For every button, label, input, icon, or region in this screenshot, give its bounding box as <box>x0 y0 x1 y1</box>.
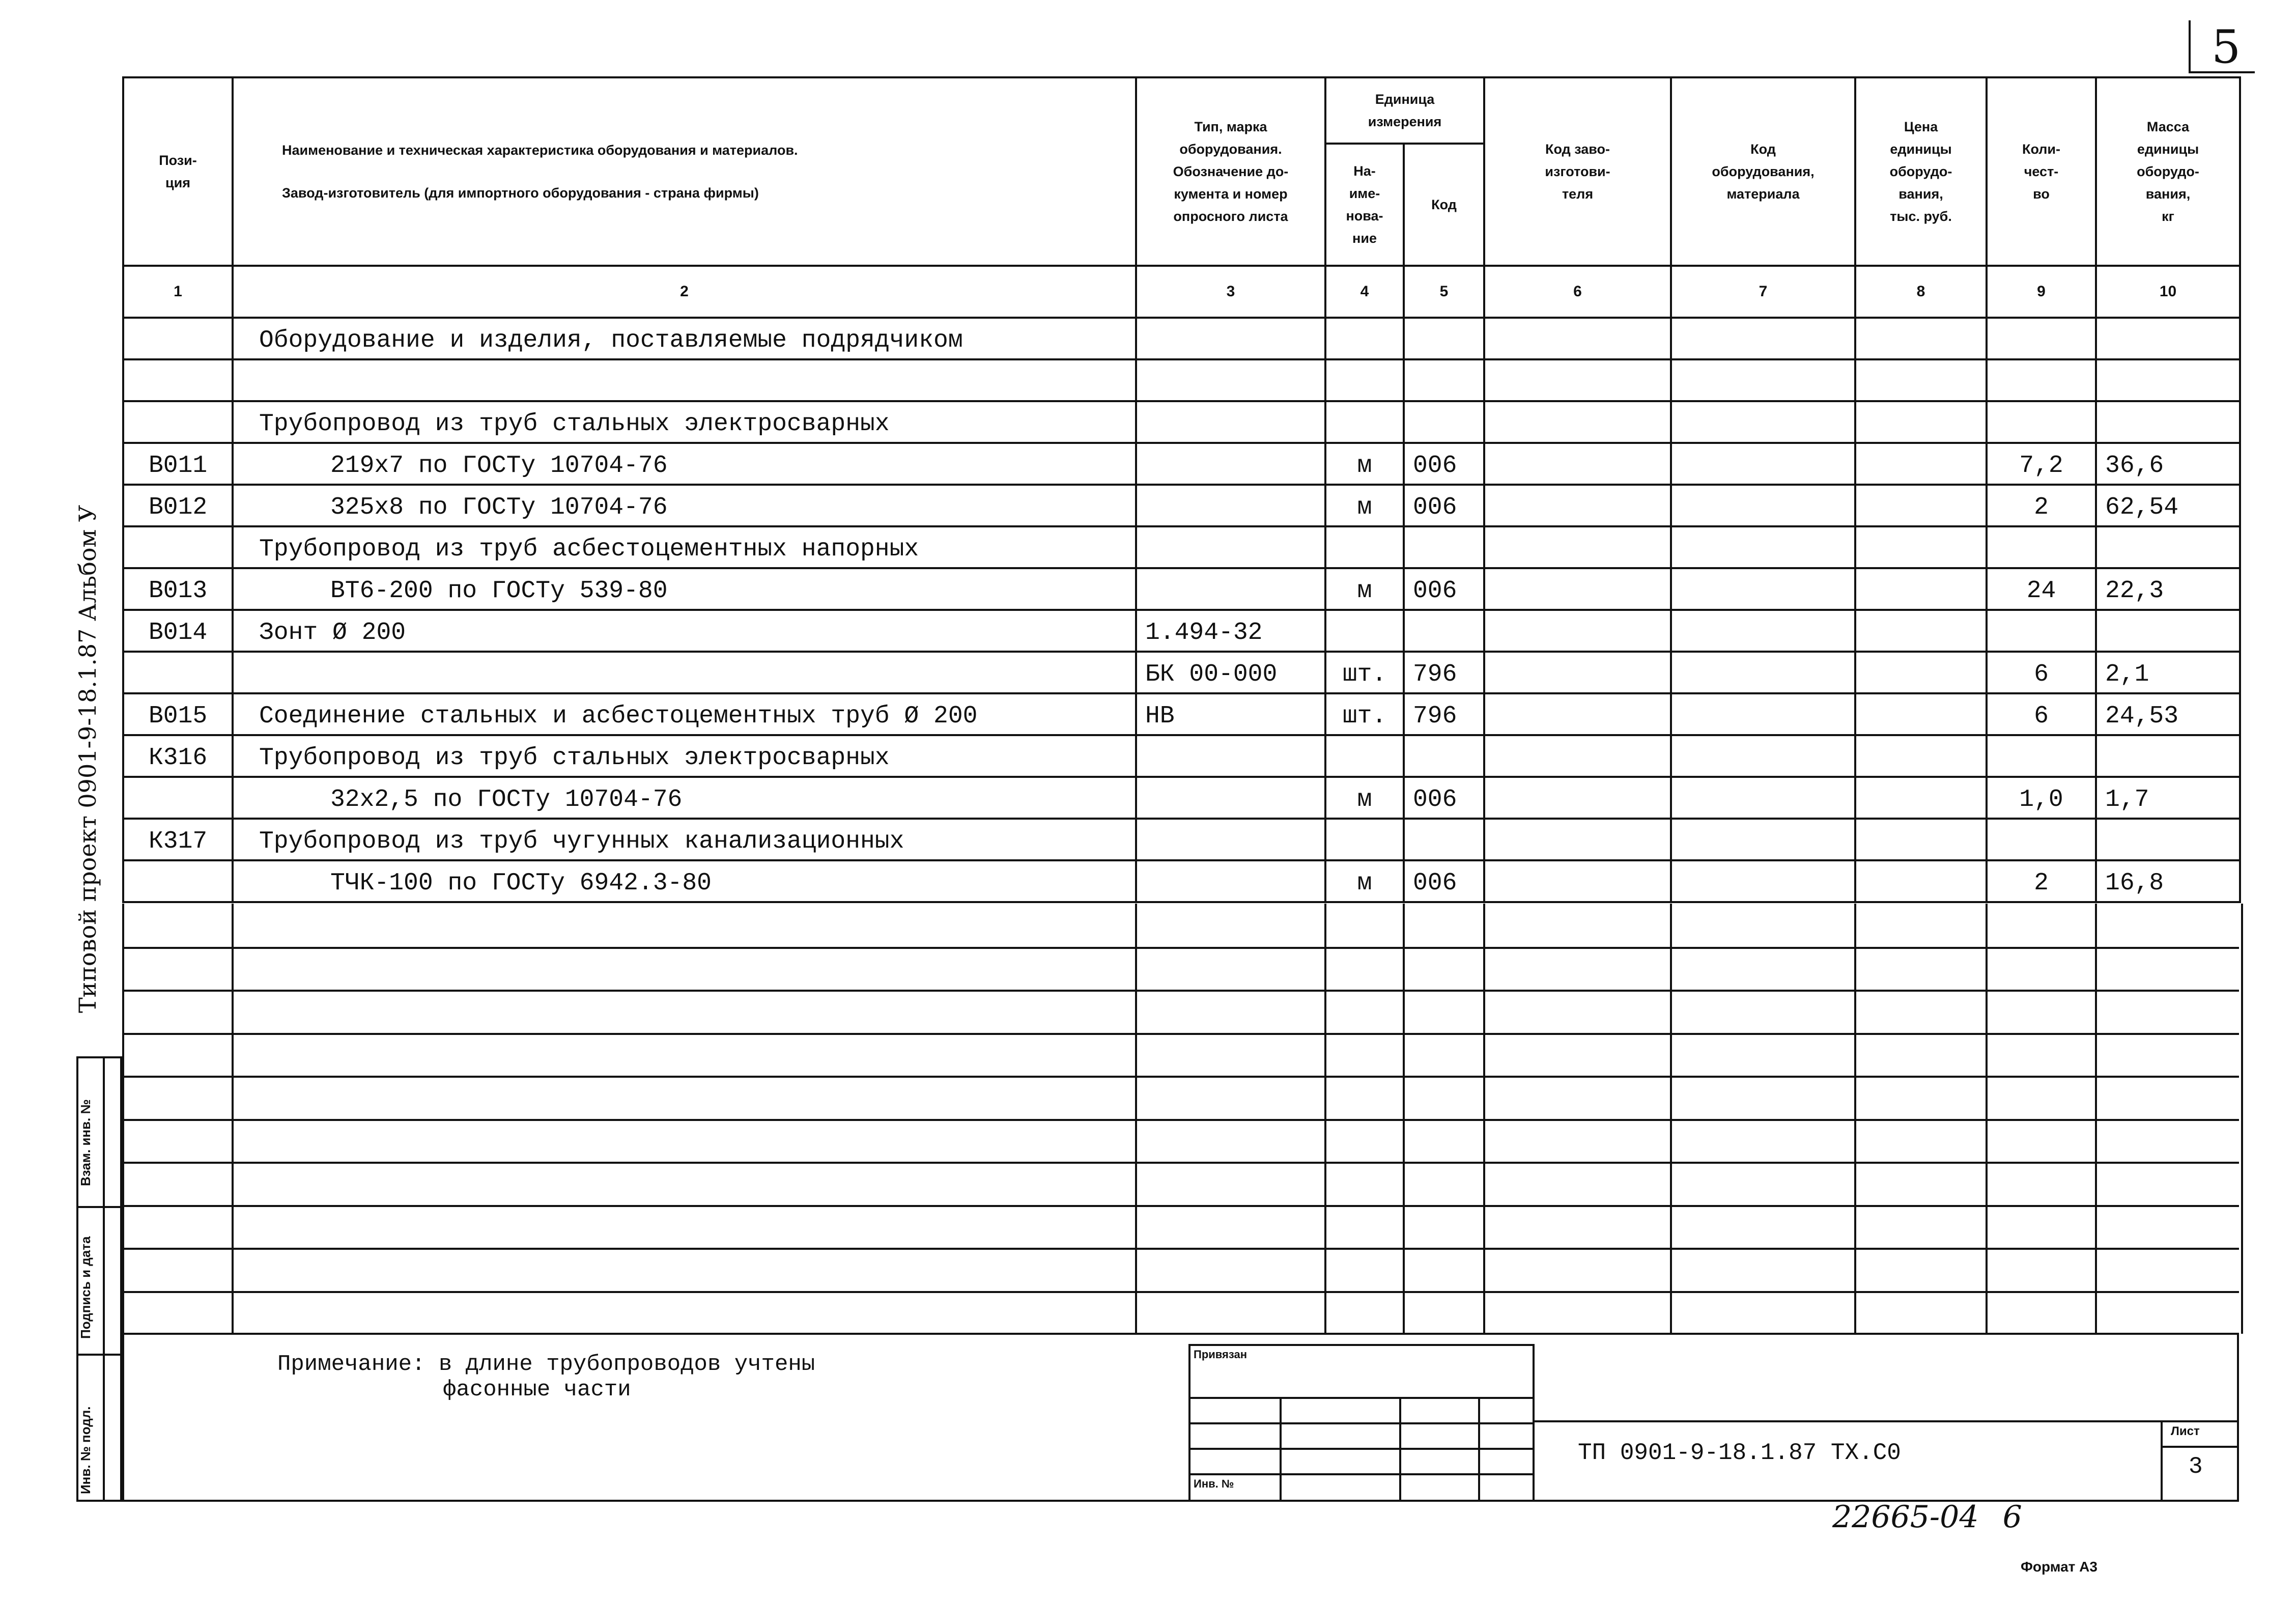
position-cell <box>123 318 233 359</box>
quantity-cell <box>1987 359 2096 401</box>
table-row <box>123 443 2240 485</box>
name-cell: Зонт Ø 200 <box>233 610 1136 652</box>
name-cell: ТЧК-100 по ГОСТу 6942.3-80 <box>233 860 1136 902</box>
unit-name-cell: шт. <box>1325 652 1404 693</box>
type-cell <box>1136 777 1325 819</box>
archive-number-main: 22665-04 <box>1832 1499 1979 1535</box>
quantity-cell <box>1987 401 2096 443</box>
price-cell <box>1855 819 1987 860</box>
manufacturer-code-cell <box>1484 568 1671 610</box>
manufacturer-code-cell <box>1484 610 1671 652</box>
specification-table <box>122 76 2241 903</box>
table-row <box>123 359 2240 401</box>
quantity-cell: 7,2 <box>1987 443 2096 485</box>
col-number: 7 <box>1671 266 1855 318</box>
type-cell <box>1136 443 1325 485</box>
unit-code-cell <box>1404 735 1484 777</box>
unit-name-cell: м <box>1325 860 1404 902</box>
document-code: ТП 0901-9-18.1.87 ТХ.С0 <box>1578 1440 1901 1466</box>
name-cell <box>233 359 1136 401</box>
table-row <box>123 610 2240 652</box>
position-cell: В014 <box>123 610 233 652</box>
quantity-cell <box>1987 318 2096 359</box>
equipment-code-cell <box>1671 359 1855 401</box>
sheet-number: 3 <box>2189 1453 2203 1480</box>
archive-number <box>1832 1499 2022 1535</box>
unit-name-cell <box>1325 610 1404 652</box>
mass-cell: 22,3 <box>2096 568 2240 610</box>
stamp-label-inventory: Инв. № подл. <box>78 1406 93 1494</box>
position-cell: К316 <box>123 735 233 777</box>
stamp-inventory-label: Инв. № <box>1194 1477 1234 1490</box>
quantity-cell: 6 <box>1987 652 2096 693</box>
position-cell: В012 <box>123 485 233 526</box>
table-row <box>123 652 2240 693</box>
mass-cell <box>2096 359 2240 401</box>
manufacturer-code-cell <box>1484 735 1671 777</box>
equipment-code-cell <box>1671 610 1855 652</box>
position-cell <box>123 652 233 693</box>
quantity-cell <box>1987 735 2096 777</box>
col-number: 2 <box>233 266 1136 318</box>
equipment-code-cell <box>1671 819 1855 860</box>
archive-number-suffix: 6 <box>2002 1499 2022 1535</box>
price-cell <box>1855 318 1987 359</box>
unit-name-cell: м <box>1325 568 1404 610</box>
quantity-cell <box>1987 819 2096 860</box>
position-cell: В011 <box>123 443 233 485</box>
quantity-cell: 2 <box>1987 860 2096 902</box>
manufacturer-code-cell <box>1484 860 1671 902</box>
position-cell <box>123 401 233 443</box>
sheet-marker: 5 <box>2212 20 2241 74</box>
equipment-code-cell <box>1671 860 1855 902</box>
equipment-code-cell <box>1671 526 1855 568</box>
equipment-code-cell <box>1671 401 1855 443</box>
unit-code-cell: 796 <box>1404 693 1484 735</box>
unit-name-cell <box>1325 526 1404 568</box>
note-line-1: Примечание: в длине трубопроводов учтены <box>277 1352 815 1377</box>
header-equipment-code: Код оборудования, материала <box>1671 77 1855 266</box>
name-cell: Оборудование и изделия, поставляемые подрядчиком <box>233 318 1136 359</box>
manufacturer-code-cell <box>1484 526 1671 568</box>
price-cell <box>1855 568 1987 610</box>
header-manufacturer-code: Код заво- изготови- теля <box>1484 77 1671 266</box>
note-line-2: фасонные части <box>443 1377 631 1402</box>
header-mass: Масса единицы оборудо- вания, кг <box>2096 77 2240 266</box>
price-cell <box>1855 443 1987 485</box>
position-cell <box>123 860 233 902</box>
col-number: 1 <box>123 266 233 318</box>
unit-code-cell <box>1404 318 1484 359</box>
mass-cell: 62,54 <box>2096 485 2240 526</box>
manufacturer-code-cell <box>1484 359 1671 401</box>
price-cell <box>1855 401 1987 443</box>
table-row <box>123 526 2240 568</box>
name-cell: Трубопровод из труб стальных электросварных <box>233 735 1136 777</box>
doc-code-top-line <box>1535 1420 2239 1422</box>
equipment-code-cell <box>1671 568 1855 610</box>
manufacturer-code-cell <box>1484 485 1671 526</box>
mass-cell <box>2096 610 2240 652</box>
quantity-cell <box>1987 526 2096 568</box>
price-cell <box>1855 693 1987 735</box>
unit-code-cell <box>1404 359 1484 401</box>
table-row <box>123 860 2240 902</box>
unit-name-cell <box>1325 318 1404 359</box>
type-cell: БК 00-000 <box>1136 652 1325 693</box>
manufacturer-code-cell <box>1484 318 1671 359</box>
quantity-cell: 2 <box>1987 485 2096 526</box>
side-title: Типовой проект 0901-9-18.1.87 Альбом У <box>74 504 101 1013</box>
unit-code-cell <box>1404 610 1484 652</box>
equipment-code-cell <box>1671 443 1855 485</box>
manufacturer-code-cell <box>1484 443 1671 485</box>
stamp-label-replaces: Взам. инв. № <box>78 1099 93 1186</box>
header-unit-name: На- име- нова- ние <box>1325 144 1404 266</box>
type-cell <box>1136 819 1325 860</box>
type-cell <box>1136 735 1325 777</box>
table-row <box>123 318 2240 359</box>
manufacturer-code-cell <box>1484 693 1671 735</box>
name-cell <box>233 652 1136 693</box>
mass-cell <box>2096 401 2240 443</box>
type-cell <box>1136 568 1325 610</box>
mass-cell <box>2096 526 2240 568</box>
unit-name-cell: м <box>1325 485 1404 526</box>
unit-code-cell <box>1404 401 1484 443</box>
unit-code-cell: 006 <box>1404 568 1484 610</box>
mass-cell: 24,53 <box>2096 693 2240 735</box>
manufacturer-code-cell <box>1484 401 1671 443</box>
unit-name-cell: м <box>1325 777 1404 819</box>
price-cell <box>1855 652 1987 693</box>
stamp-linked-label: Привязан <box>1194 1348 1248 1361</box>
equipment-code-cell <box>1671 693 1855 735</box>
name-cell: 325x8 по ГОСТу 10704-76 <box>233 485 1136 526</box>
header-unit-group: Единица измерения <box>1325 77 1484 144</box>
equipment-code-cell <box>1671 777 1855 819</box>
unit-name-cell: шт. <box>1325 693 1404 735</box>
unit-name-cell: м <box>1325 443 1404 485</box>
unit-code-cell: 006 <box>1404 860 1484 902</box>
position-cell <box>123 777 233 819</box>
type-cell <box>1136 401 1325 443</box>
mass-cell <box>2096 819 2240 860</box>
approval-stamp <box>1188 1344 1535 1502</box>
name-cell: ВТ6-200 по ГОСТу 539-80 <box>233 568 1136 610</box>
price-cell <box>1855 359 1987 401</box>
table-row <box>123 735 2240 777</box>
unit-code-cell: 006 <box>1404 443 1484 485</box>
mass-cell <box>2096 735 2240 777</box>
mass-cell: 16,8 <box>2096 860 2240 902</box>
equipment-code-cell <box>1671 485 1855 526</box>
name-cell: Трубопровод из труб стальных электросварных <box>233 401 1136 443</box>
manufacturer-code-cell <box>1484 652 1671 693</box>
unit-code-cell: 006 <box>1404 777 1484 819</box>
mass-cell <box>2096 318 2240 359</box>
name-cell: 32x2,5 по ГОСТу 10704-76 <box>233 777 1136 819</box>
price-cell <box>1855 526 1987 568</box>
column-numbers-row <box>123 266 2240 318</box>
header-price: Цена единицы оборудо- вания, тыс. руб. <box>1855 77 1987 266</box>
unit-name-cell <box>1325 819 1404 860</box>
position-cell: В015 <box>123 693 233 735</box>
name-cell: Трубопровод из труб чугунных канализационных <box>233 819 1136 860</box>
col-number: 10 <box>2096 266 2240 318</box>
type-cell <box>1136 526 1325 568</box>
sheet-marker-underline <box>2189 71 2255 73</box>
name-cell: Соединение стальных и асбестоцементных труб Ø 200 <box>233 693 1136 735</box>
col-number: 6 <box>1484 266 1671 318</box>
mass-cell: 1,7 <box>2096 777 2240 819</box>
name-cell: 219x7 по ГОСТу 10704-76 <box>233 443 1136 485</box>
price-cell <box>1855 860 1987 902</box>
unit-code-cell: 006 <box>1404 485 1484 526</box>
unit-name-cell <box>1325 401 1404 443</box>
sheet-marker-bar <box>2189 20 2191 71</box>
manufacturer-code-cell <box>1484 777 1671 819</box>
unit-code-cell: 796 <box>1404 652 1484 693</box>
unit-code-cell <box>1404 526 1484 568</box>
position-cell: К317 <box>123 819 233 860</box>
type-cell: 1.494-32 <box>1136 610 1325 652</box>
unit-code-cell <box>1404 819 1484 860</box>
stamp-label-signature: Подпись и дата <box>78 1236 93 1339</box>
type-cell <box>1136 485 1325 526</box>
col-number: 9 <box>1987 266 2096 318</box>
unit-name-cell <box>1325 359 1404 401</box>
col-number: 4 <box>1325 266 1404 318</box>
type-cell <box>1136 359 1325 401</box>
manufacturer-code-cell <box>1484 819 1671 860</box>
col-number: 8 <box>1855 266 1987 318</box>
quantity-cell <box>1987 610 2096 652</box>
equipment-code-cell <box>1671 735 1855 777</box>
col-number: 5 <box>1404 266 1484 318</box>
table-row <box>123 401 2240 443</box>
type-cell <box>1136 860 1325 902</box>
position-cell <box>123 359 233 401</box>
quantity-cell: 6 <box>1987 693 2096 735</box>
table-row <box>123 568 2240 610</box>
sheet-label: Лист <box>2171 1424 2200 1438</box>
quantity-cell: 24 <box>1987 568 2096 610</box>
price-cell <box>1855 610 1987 652</box>
format-label: Формат А3 <box>2021 1559 2097 1575</box>
table-row <box>123 819 2240 860</box>
header-name: Наименование и техническая характеристика оборудования и материалов. Завод-изготовитель (для импортного оборудования - страна фирмы) <box>233 77 1136 266</box>
price-cell <box>1855 485 1987 526</box>
price-cell <box>1855 777 1987 819</box>
header-type: Тип, марка оборудования. Обозначение до- кумента и номер опросного листа <box>1136 77 1325 266</box>
table-row <box>123 485 2240 526</box>
name-cell: Трубопровод из труб асбестоцементных напорных <box>233 526 1136 568</box>
position-cell <box>123 526 233 568</box>
price-cell <box>1855 735 1987 777</box>
position-cell: В013 <box>123 568 233 610</box>
equipment-code-cell <box>1671 652 1855 693</box>
mass-cell: 36,6 <box>2096 443 2240 485</box>
header-position: Пози- ция <box>123 77 233 266</box>
header-quantity: Коли- чест- во <box>1987 77 2096 266</box>
mass-cell: 2,1 <box>2096 652 2240 693</box>
header-unit-code: Код <box>1404 144 1484 266</box>
type-cell <box>1136 318 1325 359</box>
table-row <box>123 777 2240 819</box>
equipment-code-cell <box>1671 318 1855 359</box>
col-number: 3 <box>1136 266 1325 318</box>
quantity-cell: 1,0 <box>1987 777 2096 819</box>
table-row <box>123 693 2240 735</box>
unit-name-cell <box>1325 735 1404 777</box>
type-cell: НВ <box>1136 693 1325 735</box>
